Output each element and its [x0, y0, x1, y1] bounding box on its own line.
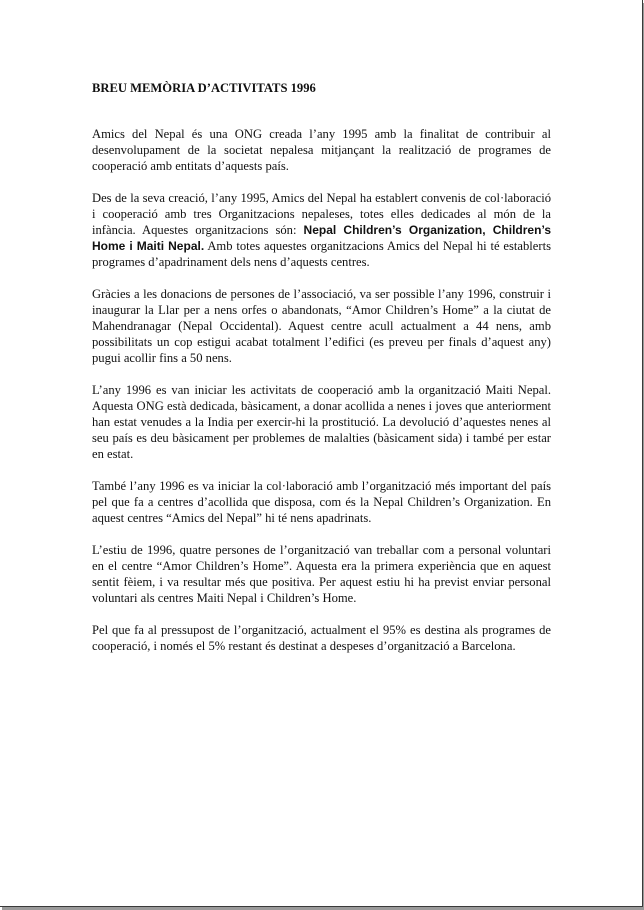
paragraph-agreements-text-start: Des de la seva creació, l’any 1995, Amics del Nepal ha establert convenis de col·laboració i cooperació amb tres Organitzacions nepaleses, totes elles dedicades al món de la infància. Aquestes organitzacions són:	[92, 191, 551, 237]
paragraph-agreements	[92, 190, 551, 270]
paragraph-budget: Pel que fa al pressupost de l’organització, actualment el 95% es destina als programes de cooperació, i només el 5% restant és destinat a despeses d’organització a Barcelona.	[92, 623, 551, 653]
paragraph-intro: Amics del Nepal és una ONG creada l’any 1995 amb la finalitat de contribuir al desenvolupament de la societat nepalesa mitjançant la realització de programes de cooperació amb entitats d’aquests país.	[92, 127, 551, 173]
document-body	[92, 80, 551, 670]
paragraph-nepal-children-organization: També l’any 1996 es va iniciar la col·laboració amb l’organització més important del país pel que fa a centres d’acollida que disposa, com és la Nepal Children’s Organization. En aquest centres “Amics del Nepal” hi té nens apadrinats.	[92, 479, 551, 525]
paragraph-agreements-text-end: Amb totes aquestes organitzacions Amics del Nepal hi té establerts programes d’apadrinament dels nens d’aquests centres.	[92, 239, 551, 269]
paragraph-maiti-nepal: L’any 1996 es van iniciar les activitats de cooperació amb la organització Maiti Nepal. Aquesta ONG està dedicada, bàsicament, a donar acollida a nenes i joves que anteriorment han estat venudes a la India per exercir-hi la prostitució. La devolució d’aquestes nenes al seu país es deu bàsicament per problemes de malalties (bàsicament sida) i també per estar en estat.	[92, 383, 551, 461]
paragraph-donations: Gràcies a les donacions de persones de l’associació, va ser possible l’any 1996, construir i inaugurar la Llar per a nens orfes o abandonats, “Amor Children’s Home” a la ciutat de Mahendranagar (Nepal Occidental). Aquest centre acull actualment a 44 nens, amb possibilitats un cop estigui acabat totalment l’edifici (es preveu per finals d’aquest any) pugui acollir fins a 50 nens.	[92, 287, 551, 365]
paragraph-volunteers: L’estiu de 1996, quatre persones de l’organització van treballar com a personal voluntari en el centre “Amor Children’s Home”. Aquesta era la primera experiència que en aquest sentit fèiem, i va resultar més que positiva. Per aquest estiu hi ha previst enviar personal voluntari als centres Maiti Nepal i Children’s Home.	[92, 543, 551, 605]
organizations-names: Nepal Children’s Organization, Children’s Home i Maiti Nepal.	[92, 223, 552, 253]
document-title: BREU MEMÒRIA D’ACTIVITATS 1996	[92, 81, 316, 95]
